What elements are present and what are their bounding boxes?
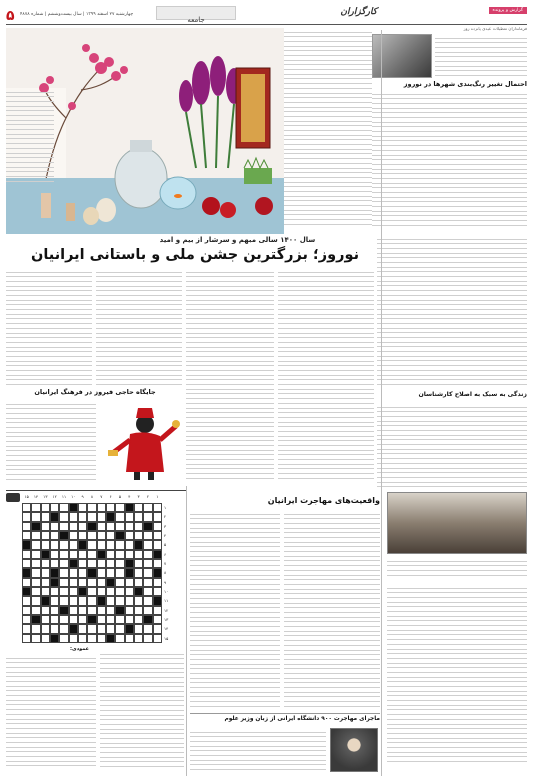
crossword-cell[interactable] <box>143 531 152 540</box>
crossword-black-cell <box>78 587 87 596</box>
crossword-black-cell <box>22 568 31 577</box>
crossword-row-number: ۱ <box>164 505 167 510</box>
crossword-cell[interactable] <box>115 522 124 531</box>
haji-firouz-body <box>6 400 96 482</box>
crossword-row-number: ۱۱ <box>164 598 169 604</box>
crossword-cell[interactable] <box>143 587 152 596</box>
crossword-cell[interactable] <box>125 522 134 531</box>
crossword-cell[interactable] <box>41 540 50 549</box>
crossword-cell[interactable] <box>153 624 162 633</box>
crossword-cell[interactable] <box>50 587 59 596</box>
crossword-cell[interactable] <box>115 550 124 559</box>
crossword-cell[interactable] <box>125 512 134 521</box>
main-body-col-3 <box>186 268 274 483</box>
right-column-middle <box>377 235 527 385</box>
crossword-row-number: ۲ <box>164 514 167 520</box>
crossword-cell[interactable] <box>125 615 134 624</box>
crossword-cell[interactable] <box>115 503 124 512</box>
crossword-cell[interactable] <box>69 596 78 605</box>
crossword-cell[interactable] <box>31 624 40 633</box>
crossword-cell[interactable] <box>106 606 115 615</box>
crossword-cell[interactable] <box>50 531 59 540</box>
crossword-col-number: ۱ <box>156 494 159 499</box>
crossword-cell[interactable] <box>50 540 59 549</box>
crossword-cell[interactable] <box>106 615 115 624</box>
crossword-cell[interactable] <box>41 634 50 643</box>
crossword-cell[interactable] <box>115 624 124 633</box>
crossword-cell[interactable] <box>78 634 87 643</box>
crossword-cell[interactable] <box>106 531 115 540</box>
crossword-cell[interactable] <box>125 587 134 596</box>
crossword-row-number: ۱۳ <box>164 616 169 622</box>
crossword-cell[interactable] <box>59 634 68 643</box>
crossword-cell[interactable] <box>78 596 87 605</box>
crossword-cell[interactable] <box>41 587 50 596</box>
minister-photo <box>330 728 378 772</box>
crossword-down-label: عمودی: <box>70 646 90 652</box>
crossword-black-cell <box>125 624 134 633</box>
crossword-cell[interactable] <box>125 540 134 549</box>
crossword-cell[interactable] <box>41 578 50 587</box>
crossword-cell[interactable] <box>153 634 162 643</box>
migration-body-3 <box>387 584 527 764</box>
crossword-cell[interactable] <box>143 624 152 633</box>
crossword-row-number: ۹ <box>164 579 167 585</box>
crossword-black-cell <box>50 512 59 521</box>
section-tab <box>156 6 236 24</box>
crossword-cell[interactable] <box>31 503 40 512</box>
crossword-cell[interactable] <box>78 578 87 587</box>
crossword-cell[interactable] <box>134 512 143 521</box>
crossword-cell[interactable] <box>69 550 78 559</box>
crossword-cell[interactable] <box>134 522 143 531</box>
crossword-cell[interactable] <box>153 531 162 540</box>
crossword-cell[interactable] <box>59 596 68 605</box>
crossword-black-cell <box>22 587 31 596</box>
crossword-cell[interactable] <box>134 531 143 540</box>
crossword-cell[interactable] <box>31 578 40 587</box>
crossword-title-badge <box>6 493 20 509</box>
crossword-cell[interactable] <box>31 587 40 596</box>
crossword-cell[interactable] <box>125 596 134 605</box>
mid-right-body <box>377 403 527 487</box>
crossword-cell[interactable] <box>41 559 50 568</box>
crossword-cell[interactable] <box>87 634 96 643</box>
crossword-black-cell <box>125 568 134 577</box>
photo-side-text <box>6 88 54 188</box>
crossword-cell[interactable] <box>134 550 143 559</box>
crossword-cell[interactable] <box>59 503 68 512</box>
crossword-black-cell <box>78 540 87 549</box>
main-kicker: سال ۱۴۰۰ سالی مبهم و سرشار از بیم و امید <box>159 236 316 244</box>
main-headline: نوروز؛ بزرگترین جشن ملی و باستانی ایرانیان <box>30 247 360 263</box>
crossword-cell[interactable] <box>69 568 78 577</box>
crossword-cell[interactable] <box>41 606 50 615</box>
crossword-cell[interactable] <box>153 522 162 531</box>
crossword-cell[interactable] <box>97 578 106 587</box>
crossword-black-cell <box>143 522 152 531</box>
crossword-col-number: ۲ <box>146 494 150 499</box>
crossword-cell[interactable] <box>22 634 31 643</box>
crossword-cell[interactable] <box>87 503 96 512</box>
crossword-cell[interactable] <box>69 531 78 540</box>
crossword-black-cell <box>87 522 96 531</box>
minister-body <box>190 728 326 774</box>
crossword-cell[interactable] <box>125 550 134 559</box>
migration-body-1 <box>190 510 280 710</box>
crossword-cell[interactable] <box>41 503 50 512</box>
crossword-cell[interactable] <box>97 559 106 568</box>
crossword-cell[interactable] <box>59 578 68 587</box>
crossword-cell[interactable] <box>31 531 40 540</box>
crossword-cell[interactable] <box>97 568 106 577</box>
crossword-cell[interactable] <box>69 512 78 521</box>
crossword-cell[interactable] <box>106 522 115 531</box>
crossword-cell[interactable] <box>22 559 31 568</box>
crossword-cell[interactable] <box>153 559 162 568</box>
crossword-col-number: ۸ <box>90 494 94 499</box>
crossword-cell[interactable] <box>78 615 87 624</box>
crossword-col-number: ۴ <box>128 494 131 499</box>
crossword-cell[interactable] <box>153 615 162 624</box>
crossword-cell[interactable] <box>143 606 152 615</box>
crossword-black-cell <box>134 587 143 596</box>
crossword-cell[interactable] <box>143 634 152 643</box>
crossword-cell[interactable] <box>41 615 50 624</box>
crossword-cell[interactable] <box>143 559 152 568</box>
crossword-cell[interactable] <box>31 559 40 568</box>
crossword-cell[interactable] <box>143 578 152 587</box>
crossword-clues-across <box>100 650 184 770</box>
crossword-col-number: ۳ <box>137 494 140 499</box>
crossword-cell[interactable] <box>31 550 40 559</box>
logo: کارگزاران <box>340 7 377 17</box>
crossword-black-cell <box>115 606 124 615</box>
crossword-cell[interactable] <box>50 615 59 624</box>
crossword-black-cell <box>50 634 59 643</box>
crossword-cell[interactable] <box>69 578 78 587</box>
crossword-cell[interactable] <box>97 587 106 596</box>
crossword-cell[interactable] <box>87 531 96 540</box>
crossword-col-number: ۱۳ <box>43 494 48 499</box>
migration-headline: واقعیت‌های مهاجرت ایرانیان <box>267 496 380 505</box>
crossword-cell[interactable] <box>134 615 143 624</box>
crossword-cell[interactable] <box>78 503 87 512</box>
crossword-cell[interactable] <box>125 634 134 643</box>
crossword-black-cell <box>97 550 106 559</box>
crossword-cell[interactable] <box>153 606 162 615</box>
crossword-col-number: ۵ <box>118 494 122 499</box>
migration-photo <box>387 492 527 554</box>
crossword-cell[interactable] <box>22 596 31 605</box>
crossword-cell[interactable] <box>78 624 87 633</box>
crossword-cell[interactable] <box>143 540 152 549</box>
article-body <box>372 90 527 230</box>
crossword-cell[interactable] <box>59 559 68 568</box>
crossword-cell[interactable] <box>87 550 96 559</box>
crossword-black-cell <box>143 615 152 624</box>
crossword-black-cell <box>31 522 40 531</box>
crossword-cell[interactable] <box>41 624 50 633</box>
crossword-black-cell <box>106 578 115 587</box>
haji-firouz-headline: جایگاه حاجی فیروز در فرهنگ ایرانیان <box>34 388 156 396</box>
crossword-row-number: ۱۵ <box>164 635 169 641</box>
crossword-black-cell <box>59 531 68 540</box>
crossword-cell[interactable] <box>97 624 106 633</box>
crossword-black-cell <box>153 550 162 559</box>
page-header <box>6 6 527 28</box>
crossword-grid <box>22 503 162 643</box>
crossword-cell[interactable] <box>69 522 78 531</box>
crossword-cell[interactable] <box>115 540 124 549</box>
crossword-cell[interactable] <box>134 559 143 568</box>
crossword-cell[interactable] <box>78 550 87 559</box>
crossword-cell[interactable] <box>69 587 78 596</box>
crossword-cell[interactable] <box>69 606 78 615</box>
crossword-col-number: ۹ <box>81 494 84 499</box>
crossword-row-number: ۷ <box>164 560 167 566</box>
crossword-cell[interactable] <box>50 624 59 633</box>
crossword-cell[interactable] <box>143 550 152 559</box>
crossword-black-cell <box>41 550 50 559</box>
crossword-black-cell <box>125 503 134 512</box>
crossword-cell[interactable] <box>59 587 68 596</box>
crossword-cell[interactable] <box>97 531 106 540</box>
crossword-cell[interactable] <box>31 512 40 521</box>
crossword-cell[interactable] <box>41 531 50 540</box>
crossword-cell[interactable] <box>97 615 106 624</box>
crossword-black-cell <box>22 540 31 549</box>
crossword-cell[interactable] <box>97 503 106 512</box>
crossword-black-cell <box>69 624 78 633</box>
crossword-row-number: ۱۰ <box>164 588 169 594</box>
crossword-cell[interactable] <box>134 634 143 643</box>
crossword-cell[interactable] <box>115 596 124 605</box>
crossword-black-cell <box>59 606 68 615</box>
crossword-cell[interactable] <box>59 522 68 531</box>
crossword-row-numbers <box>164 503 174 643</box>
crossword-row-number: ۵ <box>164 542 167 548</box>
crossword-cell[interactable] <box>87 606 96 615</box>
crossword-cell[interactable] <box>87 624 96 633</box>
crossword-cell[interactable] <box>22 624 31 633</box>
crossword-cell[interactable] <box>97 512 106 521</box>
crossword-col-number: ۱۴ <box>33 494 39 499</box>
crossword-cell[interactable] <box>87 578 96 587</box>
crossword-cell[interactable] <box>31 634 40 643</box>
crossword-cell[interactable] <box>134 596 143 605</box>
crossword-cell[interactable] <box>22 615 31 624</box>
crossword-row-number: ۶ <box>164 551 167 557</box>
crossword-col-number: ۷ <box>100 494 103 499</box>
crossword-cell[interactable] <box>78 512 87 521</box>
crossword-col-number: ۱۱ <box>61 494 67 499</box>
crossword-col-number: ۱۲ <box>52 494 57 499</box>
crossword-row-number: ۱۲ <box>164 607 169 613</box>
crossword-cell[interactable] <box>59 615 68 624</box>
crossword-row-number: ۴ <box>164 532 167 538</box>
page-number: ۵ <box>6 8 15 24</box>
crossword-cell[interactable] <box>153 587 162 596</box>
crossword-black-cell <box>106 634 115 643</box>
crossword-cell[interactable] <box>22 503 31 512</box>
crossword-cell[interactable] <box>125 578 134 587</box>
minister-headline: ماجرای مهاجرت ۹۰۰ دانشگاه ایرانی از زبان وزیر علوم <box>224 716 380 722</box>
crossword-black-cell <box>31 615 40 624</box>
crossword-cell[interactable] <box>22 606 31 615</box>
crossword-row-number: ۳ <box>164 523 167 529</box>
crossword-cell[interactable] <box>31 596 40 605</box>
crossword-cell[interactable] <box>41 512 50 521</box>
crossword-cell[interactable] <box>87 559 96 568</box>
crossword-black-cell <box>134 540 143 549</box>
main-body-col-1 <box>6 268 92 386</box>
crossword-cell[interactable] <box>69 615 78 624</box>
crossword-black-cell <box>153 596 162 605</box>
crossword-cell[interactable] <box>31 540 40 549</box>
crossword-cell[interactable] <box>41 568 50 577</box>
crossword-black-cell <box>106 512 115 521</box>
crossword-cell[interactable] <box>97 634 106 643</box>
crossword-cell[interactable] <box>59 540 68 549</box>
crossword-cell[interactable] <box>153 512 162 521</box>
crossword-cell[interactable] <box>78 606 87 615</box>
crossword-cell[interactable] <box>106 596 115 605</box>
crossword-cell[interactable] <box>50 596 59 605</box>
crossword-black-cell <box>125 559 134 568</box>
crossword-cell[interactable] <box>69 540 78 549</box>
crossword-col-number: ۱۰ <box>71 494 76 499</box>
crossword-cell[interactable] <box>106 559 115 568</box>
crossword-cell[interactable] <box>87 587 96 596</box>
crossword-cell[interactable] <box>87 512 96 521</box>
crossword-cell[interactable] <box>125 531 134 540</box>
crossword-cell[interactable] <box>50 606 59 615</box>
crossword-black-cell <box>87 568 96 577</box>
crossword-cell[interactable] <box>59 550 68 559</box>
crossword-cell[interactable] <box>115 578 124 587</box>
crossword-cell[interactable] <box>106 540 115 549</box>
crossword-cell[interactable] <box>87 540 96 549</box>
feature-column-3 <box>284 28 372 228</box>
crossword-cell[interactable] <box>78 522 87 531</box>
crossword-cell[interactable] <box>59 568 68 577</box>
crossword-cell[interactable] <box>115 587 124 596</box>
crossword-cell[interactable] <box>115 512 124 521</box>
article-headline: احتمال تغییر رنگ‌بندی شهرها در نوروز <box>403 80 527 88</box>
migration-body-2 <box>284 510 380 710</box>
crossword-cell[interactable] <box>31 606 40 615</box>
crossword-cell[interactable] <box>22 550 31 559</box>
section-label: جامعه <box>187 16 205 24</box>
crossword-cell[interactable] <box>50 550 59 559</box>
crossword-col-number: ۱۵ <box>24 494 29 499</box>
crossword-cell[interactable] <box>106 568 115 577</box>
crossword-cell[interactable] <box>50 522 59 531</box>
crossword-cell[interactable] <box>143 568 152 577</box>
crossword-cell[interactable] <box>153 503 162 512</box>
mid-right-headline: زندگی به سبک به اصلاح کارشناسان <box>418 391 527 398</box>
crossword-cell[interactable] <box>134 503 143 512</box>
crossword-row-number: ۸ <box>164 570 167 576</box>
crossword-cell[interactable] <box>134 568 143 577</box>
crossword-black-cell <box>50 578 59 587</box>
haji-firouz-illustration <box>100 402 182 482</box>
main-body-col-4 <box>278 268 374 483</box>
crossword-cell[interactable] <box>115 615 124 624</box>
crossword-cell[interactable] <box>97 540 106 549</box>
crossword-cell[interactable] <box>125 606 134 615</box>
crossword-cell[interactable] <box>115 559 124 568</box>
crossword-cell[interactable] <box>106 587 115 596</box>
crossword-cell[interactable] <box>143 596 152 605</box>
crossword-black-cell <box>41 596 50 605</box>
crossword-clues-down <box>6 654 96 770</box>
crossword-black-cell <box>87 615 96 624</box>
crossword-cell[interactable] <box>87 596 96 605</box>
crossword-col-number: ۶ <box>109 494 112 499</box>
article-kicker: فرمانداران تعطیلات عیدی پانزده روز <box>463 26 527 31</box>
crossword-cell[interactable] <box>115 568 124 577</box>
crossword-black-cell <box>153 568 162 577</box>
top-right-article <box>372 26 527 231</box>
crossword-column-numbers <box>22 494 162 501</box>
crossword-cell[interactable] <box>31 568 40 577</box>
crossword-cell[interactable] <box>22 512 31 521</box>
crossword-cell[interactable] <box>153 540 162 549</box>
article-intro <box>435 34 527 78</box>
date-line: چهارشنبه ۲۷ اسفند ۱۳۹۹ | سال بیست‌وششم | شماره ۴۸۷۸ <box>20 12 134 17</box>
crossword-cell[interactable] <box>41 522 50 531</box>
crossword-cell[interactable] <box>106 624 115 633</box>
crossword-cell[interactable] <box>50 559 59 568</box>
crossword-cell[interactable] <box>106 550 115 559</box>
crossword-cell[interactable] <box>134 606 143 615</box>
crossword-cell[interactable] <box>97 522 106 531</box>
section-tag: گزارش و پرونده <box>489 7 527 14</box>
main-body-col-2 <box>96 268 182 386</box>
crossword-cell[interactable] <box>22 578 31 587</box>
crossword-cell[interactable] <box>115 634 124 643</box>
crossword-row-number: ۱۴ <box>164 626 169 632</box>
crossword-title: جدول <box>8 504 18 509</box>
crossword-black-cell <box>97 596 106 605</box>
crossword-cell[interactable] <box>153 578 162 587</box>
migration-photo-caption <box>387 557 527 579</box>
crossword-cell[interactable] <box>22 531 31 540</box>
crossword-black-cell <box>69 559 78 568</box>
crossword-cell[interactable] <box>134 578 143 587</box>
crossword-black-cell <box>50 568 59 577</box>
crossword-black-cell <box>115 531 124 540</box>
crossword-cell[interactable] <box>69 634 78 643</box>
crossword-cell[interactable] <box>22 522 31 531</box>
crossword-black-cell <box>69 503 78 512</box>
crossword-cell[interactable] <box>134 624 143 633</box>
crossword-cell[interactable] <box>143 512 152 521</box>
crossword-cell[interactable] <box>78 531 87 540</box>
crossword-cell[interactable] <box>50 503 59 512</box>
crossword-cell[interactable] <box>97 606 106 615</box>
crossword-cell[interactable] <box>143 503 152 512</box>
crossword-cell[interactable] <box>59 624 68 633</box>
crossword-cell[interactable] <box>106 503 115 512</box>
crossword-cell[interactable] <box>78 559 87 568</box>
crossword-cell[interactable] <box>78 568 87 577</box>
crossword-cell[interactable] <box>59 512 68 521</box>
